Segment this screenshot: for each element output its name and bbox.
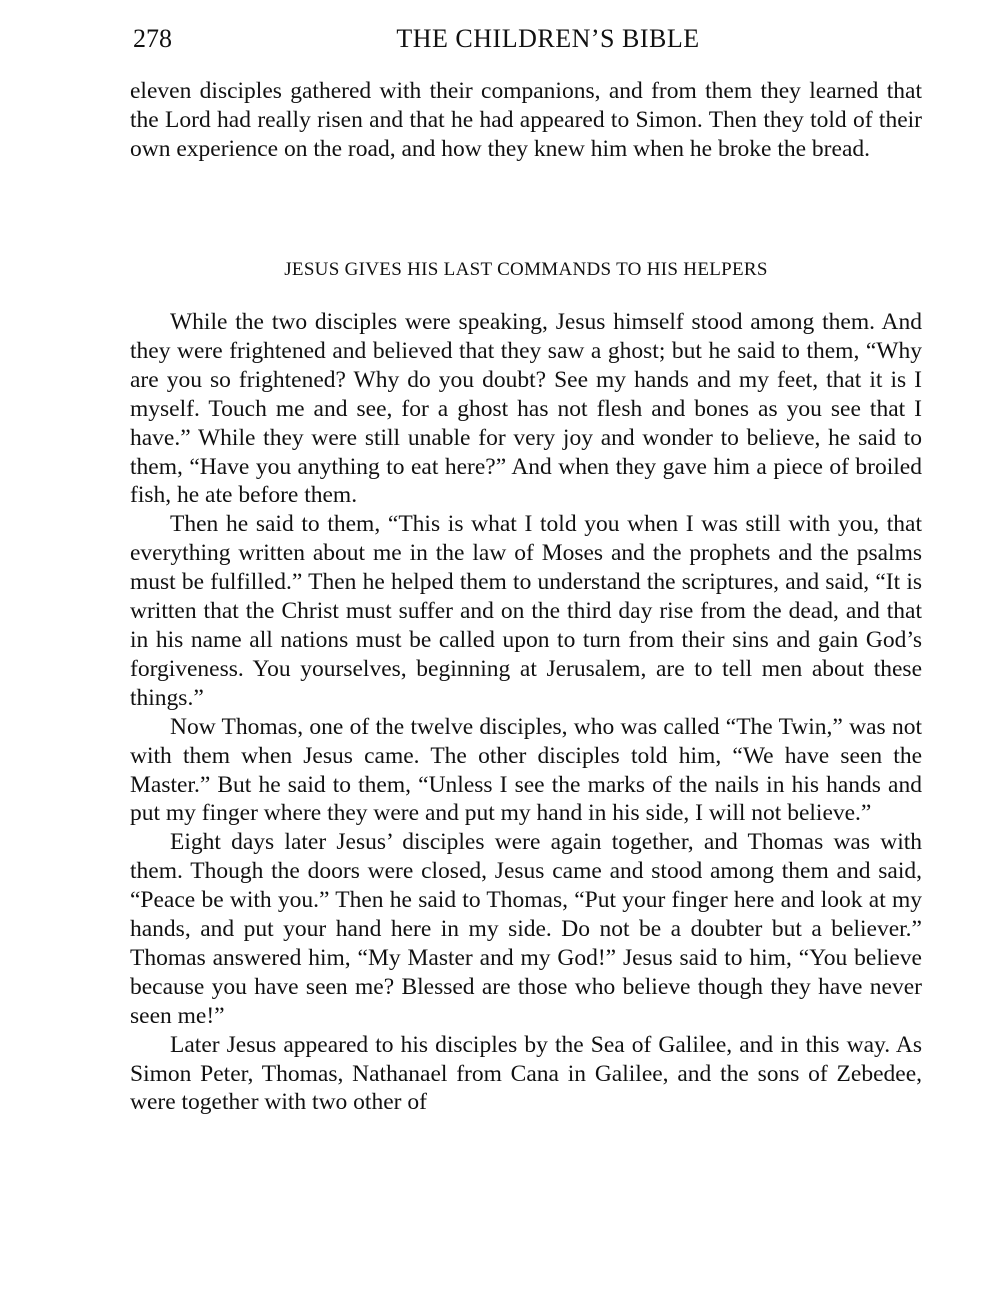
- paragraph-4: Eight days later Jesus’ disciples were again together, and Thomas was with them. Though the doors were closed, Jesus came and stood among them and said, “Peace be with you.” Then he said to Thomas, “Put your finger here and look at my hands, and put your hand here in my side. Do not be a doubter but a believer.” Thomas answered him, “My Master and my God!” Jesus said to him, “You believe because you have seen me? Blessed are those who believe though they have never seen me!”: [130, 829, 922, 1029]
- page-number: 278: [133, 24, 172, 53]
- section-body: [130, 308, 922, 1117]
- section-heading: JESUS GIVES HIS LAST COMMANDS TO HIS HELPERS: [284, 259, 768, 280]
- intro-paragraph: eleven disciples gathered with their companions, and from them they learned that the Lord had really risen and that he had appeared to Simon. Then they told of their own experience on the road, and how they knew him when he broke the bread.: [130, 78, 922, 162]
- book-title: THE CHILDREN’S BIBLE: [396, 24, 700, 53]
- running-head: [133, 22, 923, 56]
- paragraph-2: Then he said to them, “This is what I told you when I was still with you, that everything written about me in the law of Moses and the prophets and the psalms must be fulfilled.” Then he helped them to understand the scriptures, and said, “It is written that the Christ must suffer and on the third day rise from the dead, and that in his name all nations must be called upon to turn from their sins and gain God’s forgiveness. You yourselves, beginning at Jerusalem, are to tell men about these things.”: [130, 511, 922, 711]
- intro-text: [130, 77, 922, 164]
- paragraph-3: Now Thomas, one of the twelve disciples, who was called “The Twin,” was not with them when Jesus came. The other disciples told him, “We have seen the Master.” But he said to them, “Unless I see the marks of the nails in his hands and put my finger where they were and put my hand in his side, I will not believe.”: [130, 713, 922, 827]
- paragraph-5: Later Jesus appeared to his disciples by the Sea of Galilee, and in this way. As Simon Peter, Thomas, Nathanael from Cana in Galilee, and the sons of Zebedee, were together with two other of: [130, 1031, 922, 1116]
- paragraph-1: While the two disciples were speaking, Jesus himself stood among them. And they were frightened and believed that they saw a ghost; but he said to them, “Why are you so frightened? Why do you doubt? See my hands and my feet, that it is I myself. Touch me and see, for a ghost has not flesh and bones as you see that I have.” While they were still unable for very joy and wonder to believe, he said to them, “Have you anything to eat here?” And when they gave him a piece of broiled fish, he ate before them.: [130, 309, 922, 509]
